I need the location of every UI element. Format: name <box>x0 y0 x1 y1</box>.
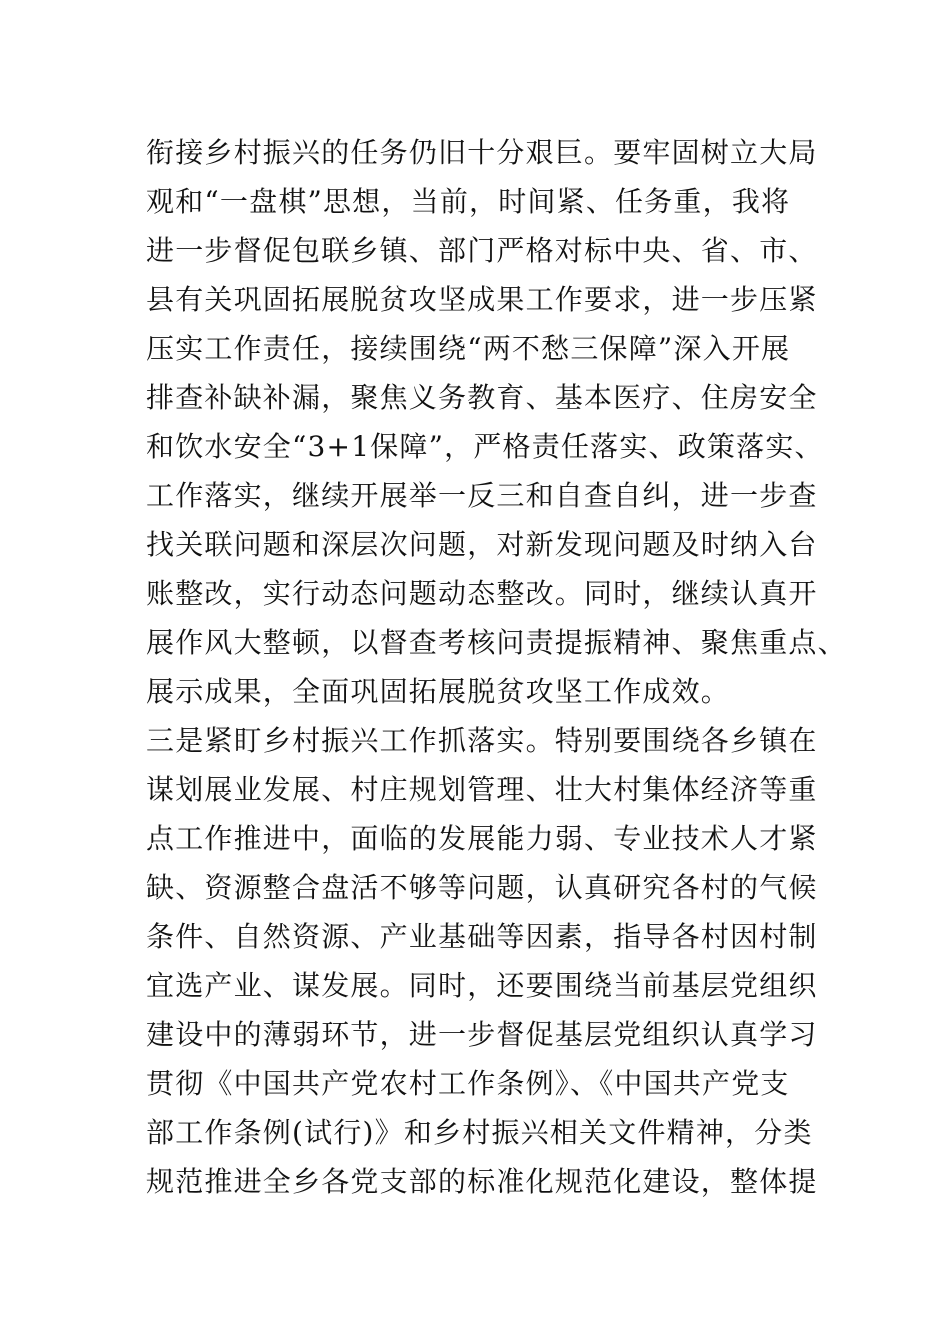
text-line: 和饮水安全“3+1保障”，严格责任落实、政策落实、 <box>146 430 824 463</box>
text-line: 展示成果，全面巩固拓展脱贫攻坚工作成效。 <box>146 675 731 708</box>
text-line: 压实工作责任，接续围绕“两不愁三保障”深入开展 <box>146 332 791 365</box>
text-line: 账整改，实行动态问题动态整改。同时，继续认真开 <box>146 577 818 610</box>
text-line: 规范推进全乡各党支部的标准化规范化建设，整体提 <box>146 1165 818 1198</box>
text-line: 排查补缺补漏，聚焦义务教育、基本医疗、住房安全 <box>146 381 818 414</box>
text-line: 进一步督促包联乡镇、部门严格对标中央、省、市、 <box>146 234 818 267</box>
text-line: 展作风大整顿，以督查考核问责提振精神、聚焦重点、 <box>146 626 847 659</box>
text-line: 建设中的薄弱环节，进一步督促基层党组织认真学习 <box>146 1018 818 1051</box>
text-line: 衔接乡村振兴的任务仍旧十分艰巨。要牢固树立大局 <box>146 136 818 169</box>
text-line: 工作落实，继续开展举一反三和自查自纠，进一步查 <box>146 479 818 512</box>
text-line: 观和“一盘棋”思想，当前，时间紧、任务重，我将 <box>146 185 791 218</box>
text-line: 三是紧盯乡村振兴工作抓落实。特别要围绕各乡镇在 <box>146 724 818 757</box>
text-line: 宜选产业、谋发展。同时，还要围绕当前基层党组织 <box>146 969 818 1002</box>
text-line: 条件、自然资源、产业基础等因素，指导各村因村制 <box>146 920 818 953</box>
text-line: 贯彻《中国共产党农村工作条例》、《中国共产党支 <box>146 1067 790 1100</box>
text-line: 县有关巩固拓展脱贫攻坚成果工作要求，进一步压紧 <box>146 283 818 316</box>
text-line: 点工作推进中，面临的发展能力弱、专业技术人才紧 <box>146 822 818 855</box>
text-line: 部工作条例(试行)》和乡村振兴相关文件精神，分类 <box>146 1116 813 1149</box>
text-line: 缺、资源整合盘活不够等问题，认真研究各村的气候 <box>146 871 818 904</box>
body-text <box>146 128 847 1206</box>
text-line: 找关联问题和深层次问题，对新发现问题及时纳入台 <box>146 528 818 561</box>
text-line: 谋划展业发展、村庄规划管理、壮大村集体经济等重 <box>146 773 818 806</box>
